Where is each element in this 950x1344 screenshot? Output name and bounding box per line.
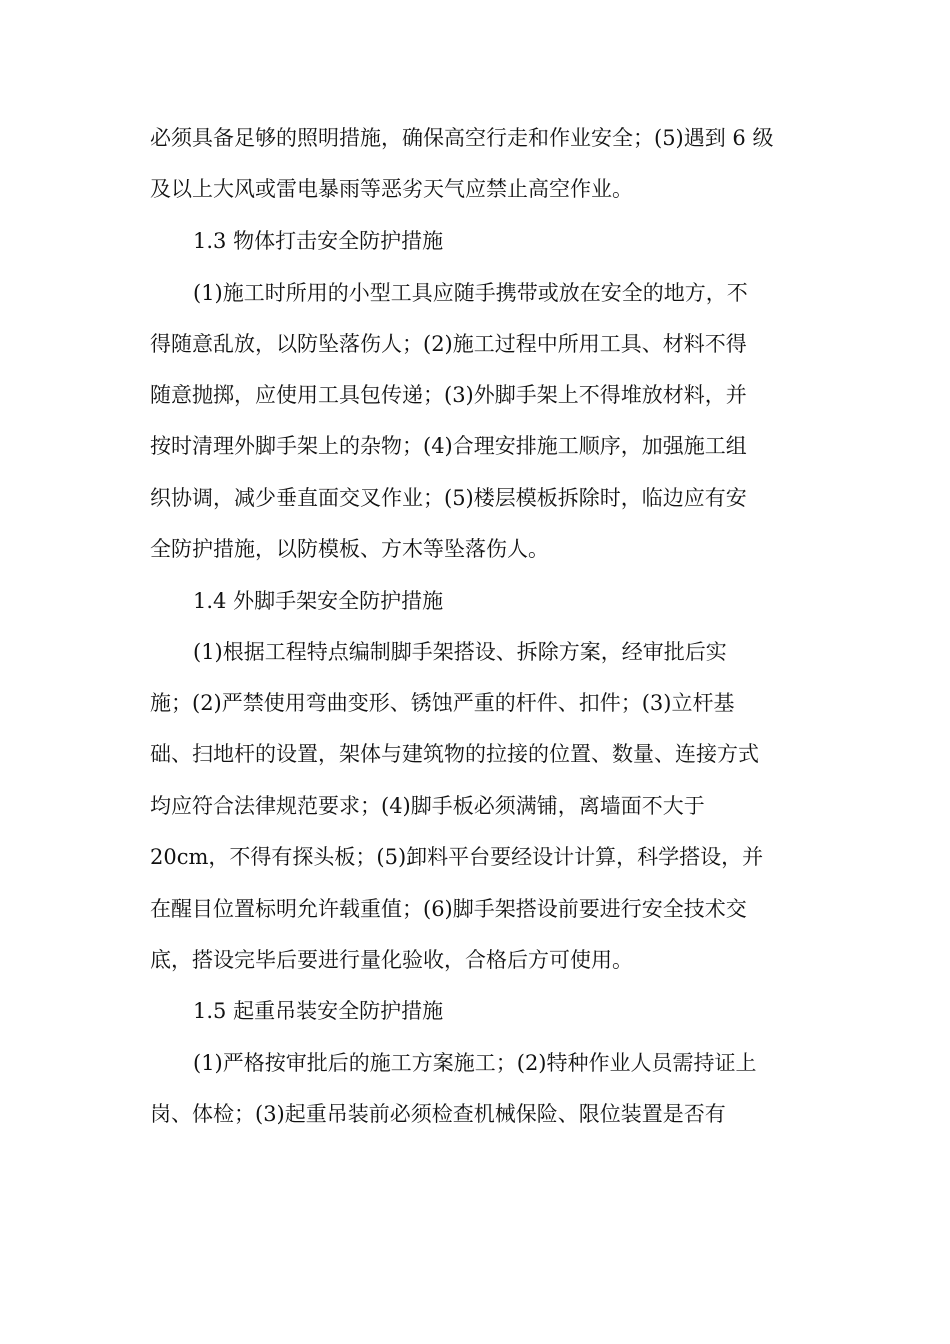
body-text-line: (1)严格按审批后的施工方案施工；(2)特种作业人员需持证上 xyxy=(193,1051,757,1075)
body-text-line: 均应符合法律规范要求；(4)脚手板必须满铺，离墙面不大于 xyxy=(150,794,705,818)
body-text-line: 全防护措施，以防模板、方木等坠落伤人。 xyxy=(150,537,549,561)
body-text-line: 得随意乱放，以防坠落伤人；(2)施工过程中所用工具、材料不得 xyxy=(150,332,747,356)
body-text-line: 按时清理外脚手架上的杂物；(4)合理安排施工顺序，加强施工组 xyxy=(150,434,747,458)
body-text-line: 随意抛掷，应使用工具包传递；(3)外脚手架上不得堆放材料，并 xyxy=(150,383,747,407)
body-text-line: 底，搭设完毕后要进行量化验收，合格后方可使用。 xyxy=(150,948,633,972)
body-text-line: 必须具备足够的照明措施，确保高空行走和作业安全；(5)遇到 6 级 xyxy=(150,126,774,150)
body-text-line: 岗、体检；(3)起重吊装前必须检查机械保险、限位装置是否有 xyxy=(150,1102,726,1126)
body-text-line: 在醒目位置标明允许载重值；(6)脚手架搭设前要进行安全技术交 xyxy=(150,897,747,921)
body-text-line: 20cm，不得有探头板；(5)卸料平台要经设计计算，科学搭设，并 xyxy=(150,845,764,869)
body-text-line: 织协调，减少垂直面交叉作业；(5)楼层模板拆除时，临边应有安 xyxy=(150,486,747,510)
section-heading: 1.3 物体打击安全防护措施 xyxy=(193,229,444,253)
body-text-line: 础、扫地杆的设置，架体与建筑物的拉接的位置、数量、连接方式 xyxy=(150,742,759,766)
body-text-line: (1)施工时所用的小型工具应随手携带或放在安全的地方，不 xyxy=(193,281,748,305)
section-heading: 1.5 起重吊装安全防护措施 xyxy=(193,999,444,1023)
body-text-line: 及以上大风或雷电暴雨等恶劣天气应禁止高空作业。 xyxy=(150,177,633,201)
body-text-line: (1)根据工程特点编制脚手架搭设、拆除方案，经审批后实 xyxy=(193,640,727,664)
body-text-line: 施；(2)严禁使用弯曲变形、锈蚀严重的杆件、扣件；(3)立杆基 xyxy=(150,691,735,715)
section-heading: 1.4 外脚手架安全防护措施 xyxy=(193,589,444,613)
